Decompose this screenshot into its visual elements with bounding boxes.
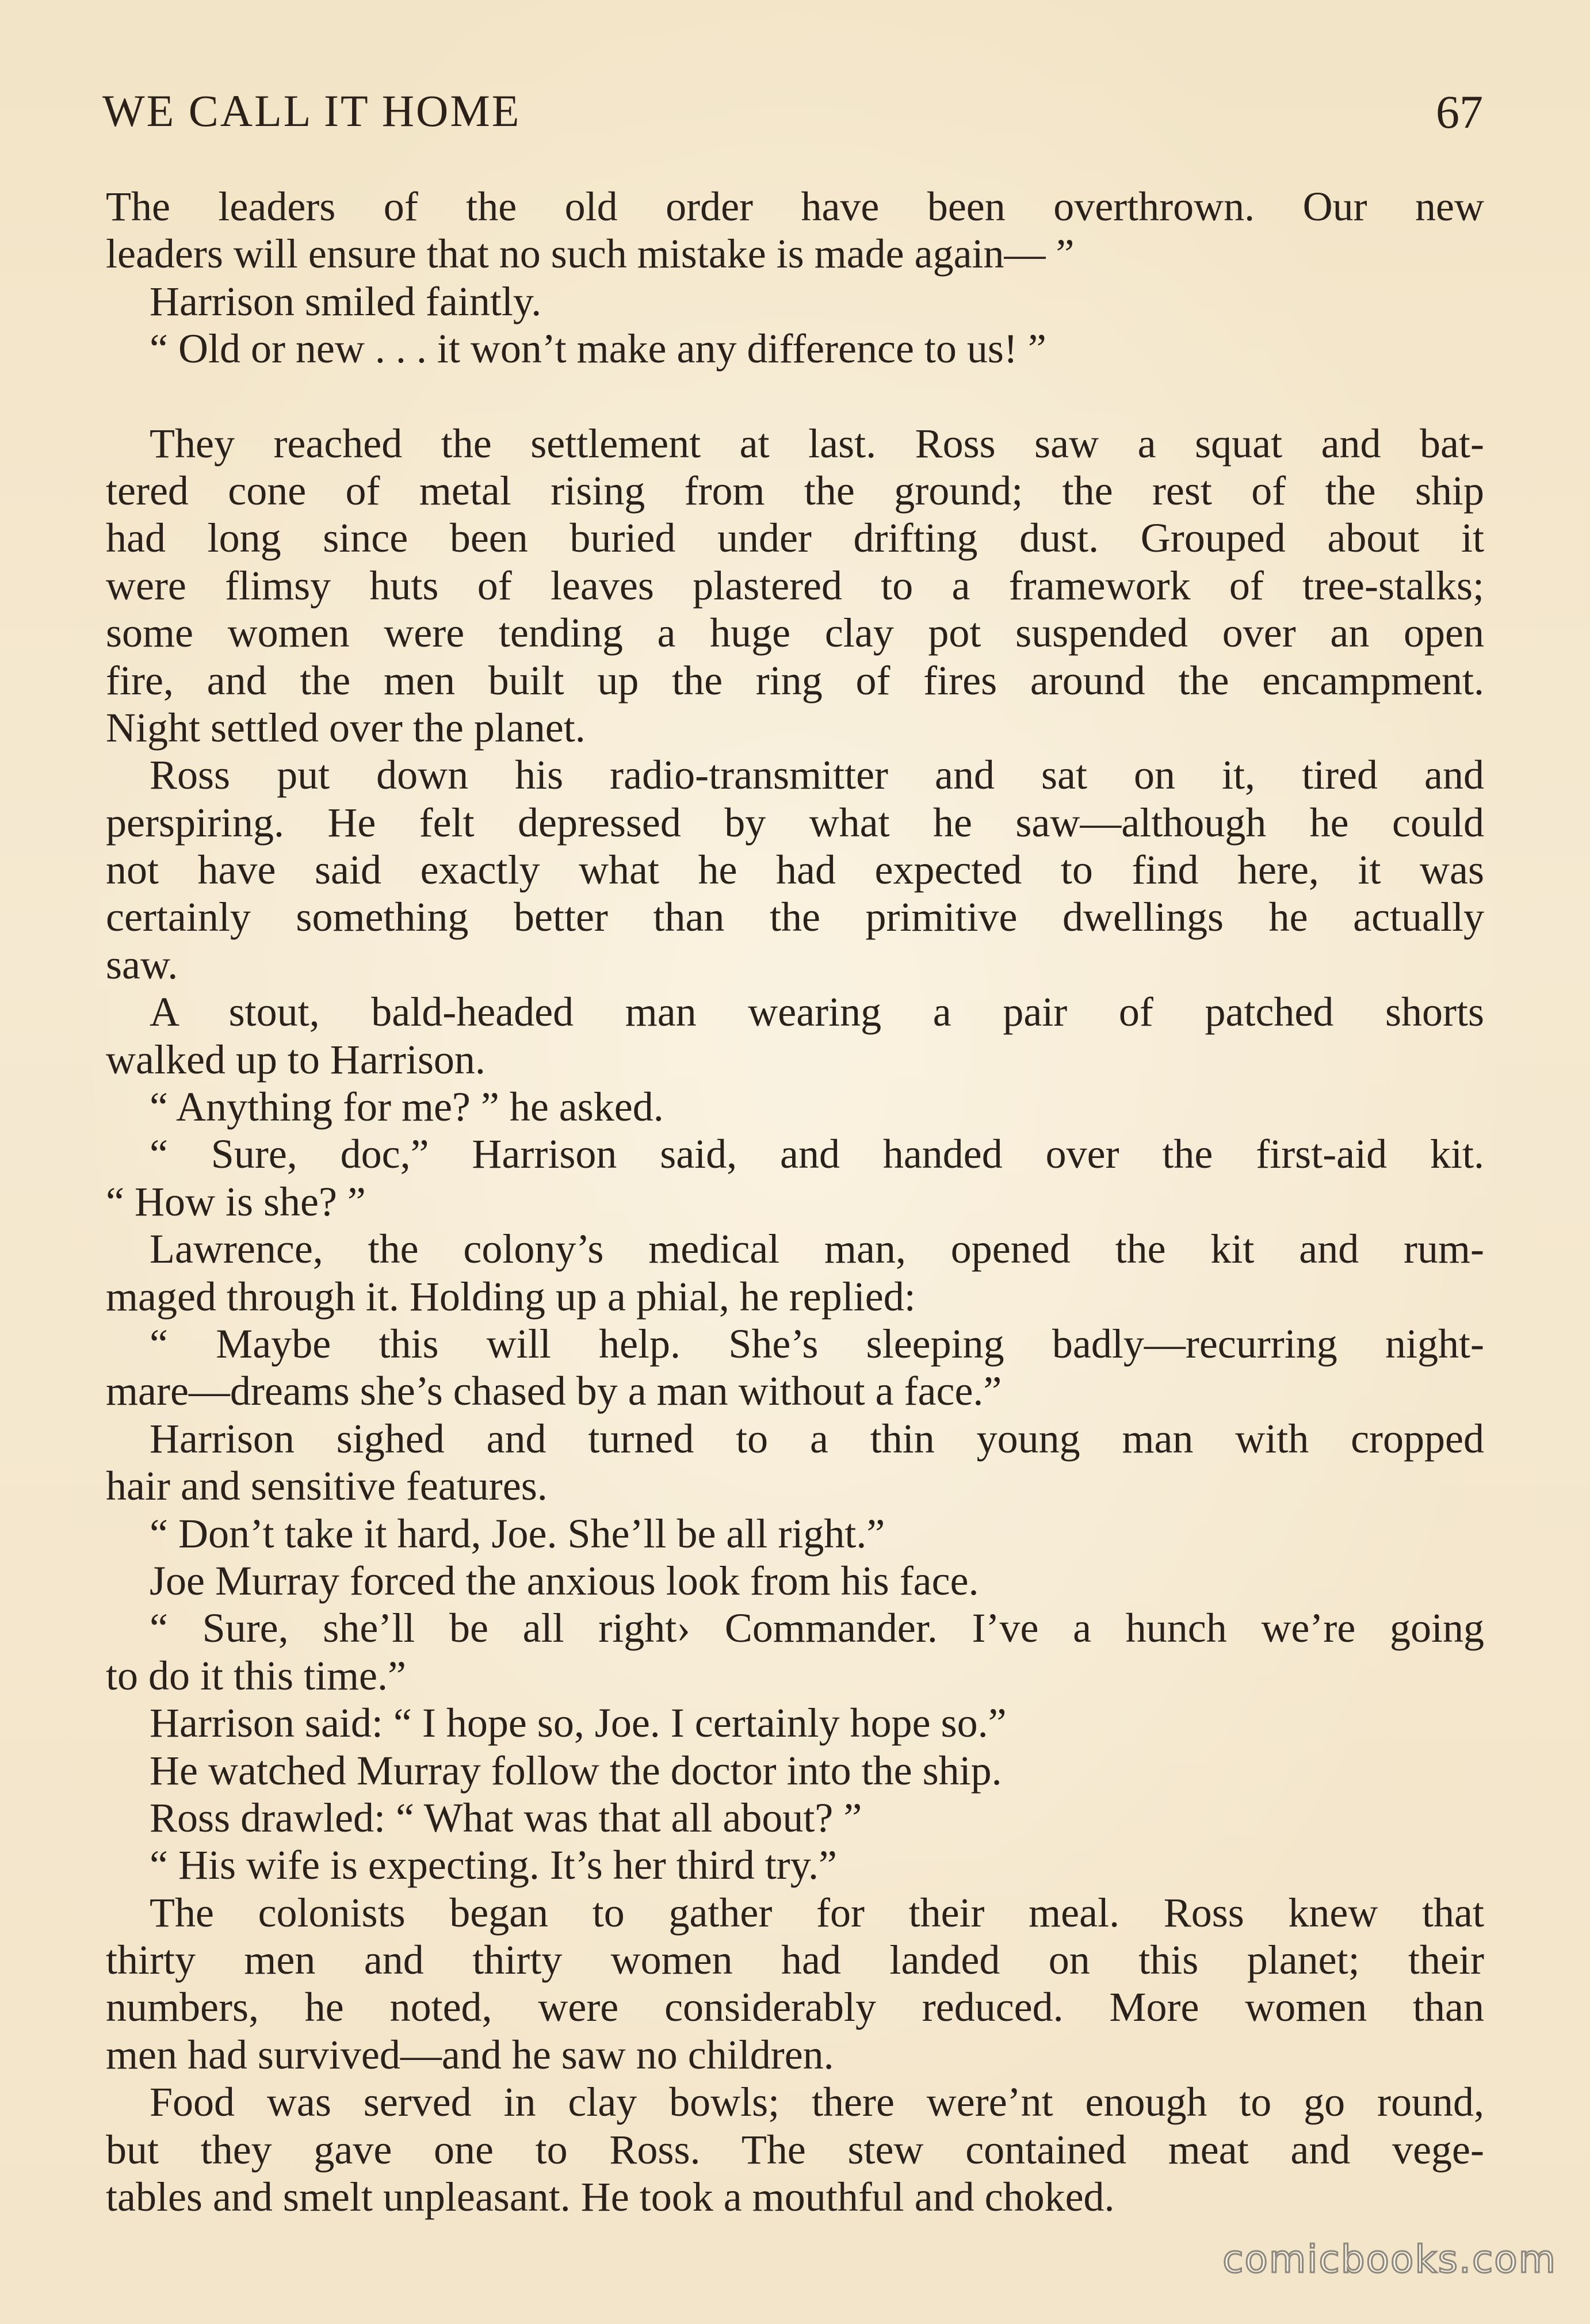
text-line: “ Sure, doc,” Harrison said, and handed over the first-aid kit.: [150, 1131, 1484, 1178]
paragraph: [106, 1130, 1484, 1225]
paragraph: [106, 278, 1484, 325]
text-line: “ Don’t take it hard, Joe. She’ll be all right.”: [150, 1510, 885, 1557]
text-line: walked up to Harrison.: [106, 1036, 486, 1083]
text-line: Harrison smiled faintly.: [150, 278, 542, 324]
text-line: maged through it. Holding up a phial, he replied:: [106, 1273, 916, 1320]
text-line: Harrison sighed and turned to a thin young man with cropped: [150, 1415, 1484, 1462]
paragraph: [106, 1889, 1484, 2079]
text-line: tables and smelt unpleasant. He took a mouthful and choked.: [106, 2174, 1115, 2220]
paragraph: [106, 1747, 1484, 1794]
text-line: A stout, bald-headed man wearing a pair of patched shorts: [150, 989, 1484, 1035]
text-line: but they gave one to Ross. The stew contained meat and vege-: [106, 2126, 1484, 2173]
text-line: numbers, he noted, were considerably reduced. More women than: [106, 1984, 1484, 2031]
section-break: [106, 373, 1484, 420]
text-line: “ His wife is expecting. It’s her third try.”: [150, 1842, 837, 1889]
text-line: Ross drawled: “ What was that all about? ”: [150, 1794, 862, 1841]
text-line: The leaders of the old order have been overthrown. Our new: [106, 184, 1484, 230]
paragraph: [106, 420, 1484, 752]
text-line: certainly something better than the primitive dwellings he actually: [106, 894, 1484, 941]
text-line: not have said exactly what he had expected to find here, it was: [106, 847, 1484, 893]
text-line: to do it this time.”: [106, 1652, 406, 1699]
text-line: leaders will ensure that no such mistake is made again— ”: [106, 231, 1075, 277]
body-text: [106, 183, 1484, 2220]
paragraph: [106, 183, 1484, 278]
text-line: “ How is she? ”: [106, 1178, 366, 1225]
paragraph: [106, 1699, 1484, 1746]
paragraph: [106, 1604, 1484, 1699]
paragraph: [106, 1794, 1484, 1841]
text-line: had long since been buried under drifting dust. Grouped about it: [106, 515, 1484, 561]
text-line: Ross put down his radio-transmitter and sat on it, tired and: [150, 752, 1484, 798]
text-line: Food was served in clay bowls; there were’nt enough to go round,: [150, 2079, 1484, 2126]
watermark: comicbooks.com: [1222, 2237, 1557, 2281]
text-line: Harrison said: “ I hope so, Joe. I certainly hope so.”: [150, 1700, 1007, 1746]
text-line: men had survived—and he saw no children.: [106, 2031, 834, 2078]
paragraph: [106, 1320, 1484, 1415]
paragraph: [106, 1557, 1484, 1604]
paragraph: [106, 2078, 1484, 2220]
text-line: Night settled over the planet.: [106, 704, 586, 751]
paragraph: [106, 1225, 1484, 1320]
running-title: WE CALL IT HOME: [102, 86, 521, 136]
text-line: They reached the settlement at last. Ross saw a squat and bat-: [150, 420, 1484, 467]
paragraph: [106, 325, 1484, 372]
paragraph: [106, 988, 1484, 1083]
text-line: “ Anything for me? ” he asked.: [150, 1084, 664, 1130]
page-number: 67: [1436, 86, 1483, 138]
text-line: tered cone of metal rising from the ground; the rest of the ship: [106, 467, 1484, 514]
text-line: some women were tending a huge clay pot suspended over an open: [106, 610, 1484, 656]
text-line: “ Sure, she’ll be all right› Commander. I’ve a hunch we’re going: [150, 1605, 1484, 1652]
text-line: He watched Murray follow the doctor into the ship.: [150, 1747, 1002, 1794]
text-line: saw.: [106, 941, 178, 988]
text-line: Joe Murray forced the anxious look from his face.: [150, 1557, 979, 1604]
text-line: “ Old or new . . . it won’t make any difference to us! ”: [150, 326, 1046, 372]
text-line: were flimsy huts of leaves plastered to a framework of tree-stalks;: [106, 562, 1484, 609]
paragraph: [106, 1510, 1484, 1557]
text-line: perspiring. He felt depressed by what he saw—although he could: [106, 799, 1484, 846]
text-line: mare—dreams she’s chased by a man without a face.”: [106, 1368, 1002, 1415]
text-line: hair and sensitive features.: [106, 1463, 548, 1509]
text-line: Lawrence, the colony’s medical man, opened the kit and rum-: [150, 1226, 1484, 1272]
paragraph: [106, 1415, 1484, 1510]
paragraph: [106, 1083, 1484, 1130]
text-line: thirty men and thirty women had landed on this planet; their: [106, 1937, 1484, 1983]
text-line: fire, and the men built up the ring of fires around the encampment.: [106, 657, 1484, 704]
paragraph: [106, 751, 1484, 988]
text-line: The colonists began to gather for their meal. Ross knew that: [150, 1889, 1484, 1936]
paragraph: [106, 1841, 1484, 1889]
text-line: “ Maybe this will help. She’s sleeping badly—recurring night-: [150, 1320, 1484, 1367]
